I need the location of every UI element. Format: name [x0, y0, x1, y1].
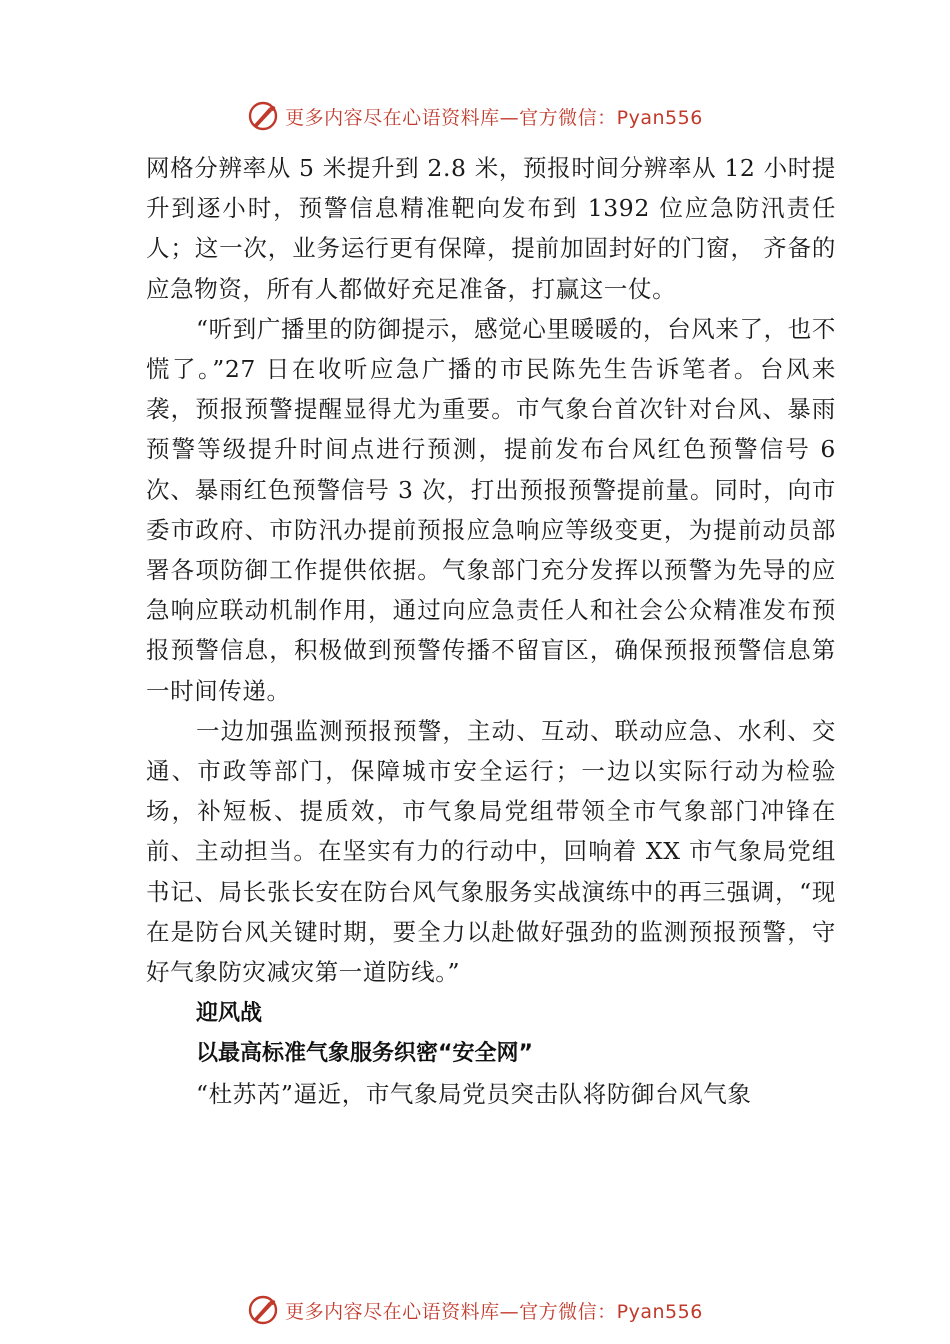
- paragraph-3: 一边加强监测预报预警，主动、互动、联动应急、水利、交通、市政等部门，保障城市安全运行；一边以实际行动为检验场，补短板、提质效，市气象局党组带领全市气象部门冲锋在前、主动担当。在坚实有力的行动中，回响着 XX 市气象局党组书记、局长张长安在防台风气象服务实战演练中的再三强调，“现在是防台风关键时期，要全力以赴做好强劲的监测预报预警，守好气象防灾减灾第一道防线。”: [146, 716, 836, 987]
- paragraph-4: “杜苏芮”逼近，市气象局党员突击队将防御台风气象: [196, 1080, 752, 1109]
- banner-text: 更多内容尽在心语资料库—官方微信：Pyan556: [285, 1300, 703, 1323]
- document-body: [146, 148, 836, 1114]
- header-watermark-banner: [0, 96, 950, 136]
- quill-pen-seal-icon: [247, 100, 279, 132]
- footer-watermark-banner: [0, 1290, 950, 1330]
- paragraph-1: 网格分辨率从 5 米提升到 2.8 米，预报时间分辨率从 12 小时提升到逐小时，预警信息精准靶向发布到 1392 位应急防汛责任人；这一次，业务运行更有保障，提前加固封好的门窗， 齐备的应急物资，所有人都做好充足准备，打赢这一仗。: [146, 154, 836, 303]
- section-subheading: 以最高标准气象服务织密“安全网”: [196, 1041, 533, 1067]
- banner-text: 更多内容尽在心语资料库—官方微信：Pyan556: [285, 106, 703, 129]
- paragraph-2: “听到广播里的防御提示，感觉心里暖暖的，台风来了，也不慌了。”27 日在收听应急广播的市民陈先生告诉笔者。台风来袭，预报预警提醒显得尤为重要。市气象台首次针对台风、暴雨预警等级提升时间点进行预测，提前发布台风红色预警信号 6 次、暴雨红色预警信号 3 次，打出预报预警提前量。同时，向市委市政府、市防汛办提前预报应急响应等级变更，为提前动员部署各项防御工作提供依据。气象部门充分发挥以预警为先导的应急响应联动机制作用，通过向应急责任人和社会公众精准发布预报预警信息，积极做到预警传播不留盲区，确保预报预警信息第一时间传递。: [146, 314, 836, 705]
- section-heading: 迎风战: [196, 1001, 263, 1027]
- quill-pen-seal-icon: [247, 1294, 279, 1326]
